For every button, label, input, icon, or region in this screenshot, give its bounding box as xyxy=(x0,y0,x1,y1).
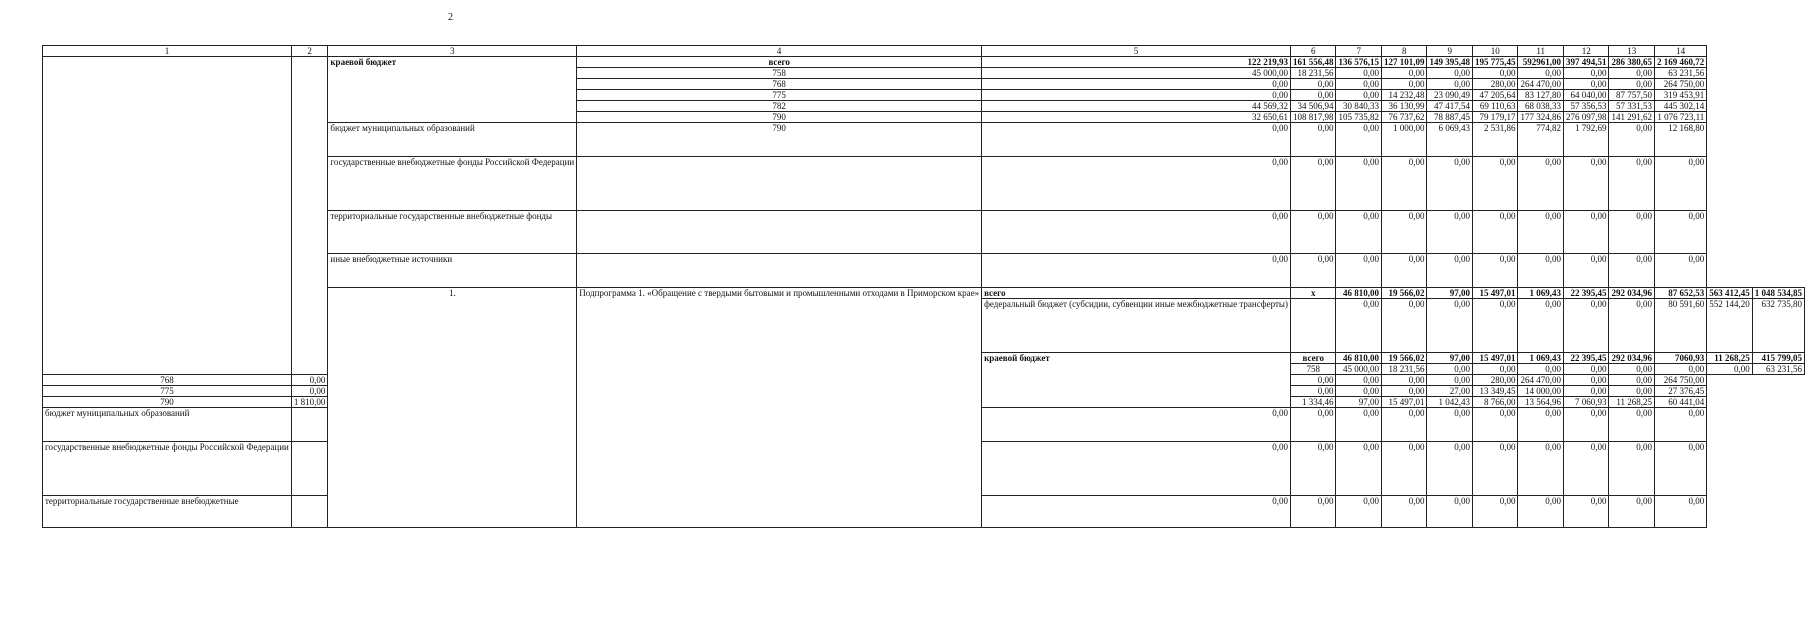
value-cell: 15 497,01 xyxy=(1472,288,1518,299)
value-cell: 34 506,94 xyxy=(1290,101,1336,112)
value-cell: 63 231,56 xyxy=(1752,364,1804,375)
value-cell: 0,00 xyxy=(1518,364,1564,375)
column-header: 1 xyxy=(43,46,292,57)
value-cell: 127 101,09 xyxy=(1381,57,1427,68)
value-cell: 7 060,93 xyxy=(1563,397,1609,408)
value-cell: 0,00 xyxy=(982,123,1291,157)
value-cell: 13 564,96 xyxy=(1518,397,1564,408)
value-cell: 0,00 xyxy=(1336,157,1382,211)
value-cell: 0,00 xyxy=(1336,408,1382,442)
value-cell: 1 069,43 xyxy=(1518,288,1564,299)
value-cell: 27 376,45 xyxy=(1654,386,1706,397)
value-cell: 0,00 xyxy=(1472,299,1518,353)
value-cell: 11 268,25 xyxy=(1707,353,1753,364)
code-cell: 775 xyxy=(577,90,982,101)
value-cell: 0,00 xyxy=(1336,254,1382,288)
value-cell: 264 750,00 xyxy=(1654,375,1706,386)
code-cell xyxy=(291,408,328,442)
value-cell: 2 169 460,72 xyxy=(1654,57,1706,68)
value-cell: 0,00 xyxy=(1707,364,1753,375)
code-cell: всего xyxy=(577,57,982,68)
code-cell: 758 xyxy=(577,68,982,79)
source-label: иные внебюджетные источники xyxy=(328,254,577,288)
value-cell: 0,00 xyxy=(1381,254,1427,288)
value-cell: 14 232,48 xyxy=(1381,90,1427,101)
value-cell: 44 569,32 xyxy=(982,101,1291,112)
column-header: 10 xyxy=(1472,46,1518,57)
column-header: 2 xyxy=(291,46,328,57)
source-label: бюджет муниципальных образований xyxy=(43,408,292,442)
value-cell: 1 069,43 xyxy=(1518,353,1564,364)
column-header: 5 xyxy=(982,46,1291,57)
header-row xyxy=(43,46,1805,57)
value-cell: 0,00 xyxy=(1518,299,1564,353)
value-cell: 0,00 xyxy=(1290,496,1336,528)
value-cell: 22 395,45 xyxy=(1563,353,1609,364)
value-cell: 415 799,05 xyxy=(1752,353,1804,364)
value-cell: 1 334,46 xyxy=(1290,397,1336,408)
code-cell: 768 xyxy=(577,79,982,90)
value-cell: 1 000,00 xyxy=(1381,123,1427,157)
value-cell: 80 591,60 xyxy=(1654,299,1706,353)
value-cell: 0,00 xyxy=(1381,496,1427,528)
value-cell: 0,00 xyxy=(1518,496,1564,528)
value-cell: 276 097,98 xyxy=(1563,112,1609,123)
value-cell: 15 497,01 xyxy=(1472,353,1518,364)
value-cell: 0,00 xyxy=(1427,68,1473,79)
column-header: 7 xyxy=(1336,46,1382,57)
value-cell: 97,00 xyxy=(1336,397,1382,408)
value-cell: 0,00 xyxy=(1472,442,1518,496)
subprogram-name: Подпрограмма 1. «Обращение с твердыми бытовыми и промышленными отходами в Приморском крае» xyxy=(577,288,982,528)
value-cell: 1 810,00 xyxy=(291,397,328,408)
value-cell: 0,00 xyxy=(1609,299,1655,353)
value-cell: 7060,93 xyxy=(1654,353,1706,364)
code-cell: 758 xyxy=(1290,364,1336,375)
source-label: федеральный бюджет (субсидии, субвенции иные межбюджетные трансферты) xyxy=(982,299,1291,353)
value-cell: 23 090,49 xyxy=(1427,90,1473,101)
value-cell: 445 302,14 xyxy=(1654,101,1706,112)
value-cell: 0,00 xyxy=(1563,157,1609,211)
value-cell: 0,00 xyxy=(1563,79,1609,90)
value-cell: 552 144,20 xyxy=(1707,299,1753,353)
value-cell: 0,00 xyxy=(1381,157,1427,211)
value-cell: 0,00 xyxy=(1290,386,1336,397)
code-cell: 768 xyxy=(43,375,292,386)
value-cell: 292 034,96 xyxy=(1609,288,1655,299)
value-cell: 0,00 xyxy=(1563,254,1609,288)
value-cell: 11 268,25 xyxy=(1609,397,1655,408)
value-cell: 0,00 xyxy=(1381,442,1427,496)
value-cell: 0,00 xyxy=(1472,364,1518,375)
value-cell: 0,00 xyxy=(1609,408,1655,442)
code-cell: 782 xyxy=(577,101,982,112)
value-cell: 57 331,53 xyxy=(1609,101,1655,112)
code-cell xyxy=(577,211,982,254)
column-header: 14 xyxy=(1654,46,1706,57)
value-cell: 27,00 xyxy=(1427,386,1473,397)
value-cell: 14 000,00 xyxy=(1518,386,1564,397)
code-cell xyxy=(291,442,328,496)
value-cell: 264 470,00 xyxy=(1518,79,1564,90)
value-cell: 0,00 xyxy=(1381,408,1427,442)
value-cell: 0,00 xyxy=(1654,211,1706,254)
value-cell: 2 531,86 xyxy=(1472,123,1518,157)
value-cell: 19 566,02 xyxy=(1381,353,1427,364)
value-cell: 0,00 xyxy=(1336,68,1382,79)
value-cell: 45 000,00 xyxy=(982,68,1291,79)
value-cell: 0,00 xyxy=(1609,211,1655,254)
value-cell: 0,00 xyxy=(1427,254,1473,288)
value-cell: 57 356,53 xyxy=(1563,101,1609,112)
code-cell: 790 xyxy=(577,123,982,157)
value-cell: 0,00 xyxy=(1654,157,1706,211)
value-cell: 292 034,96 xyxy=(1609,353,1655,364)
value-cell: 0,00 xyxy=(982,496,1291,528)
value-cell: 0,00 xyxy=(982,90,1291,101)
column-header: 9 xyxy=(1427,46,1473,57)
value-cell: 13 349,45 xyxy=(1472,386,1518,397)
value-cell: 1 042,43 xyxy=(1427,397,1473,408)
value-cell: 0,00 xyxy=(1427,496,1473,528)
value-cell: 69 110,63 xyxy=(1472,101,1518,112)
value-cell: 0,00 xyxy=(1518,68,1564,79)
value-cell: 0,00 xyxy=(1427,408,1473,442)
value-cell: 0,00 xyxy=(1290,123,1336,157)
column-header: 8 xyxy=(1381,46,1427,57)
value-cell: 0,00 xyxy=(1381,211,1427,254)
value-cell: 64 040,00 xyxy=(1563,90,1609,101)
value-cell: 0,00 xyxy=(1518,254,1564,288)
value-cell: 60 441,04 xyxy=(1654,397,1706,408)
code-cell xyxy=(291,496,328,528)
value-cell: 0,00 xyxy=(1290,211,1336,254)
value-cell: 22 395,45 xyxy=(1563,288,1609,299)
value-cell: 632 735,80 xyxy=(1752,299,1804,353)
value-cell: 1 792,69 xyxy=(1563,123,1609,157)
source-label: краевой бюджет xyxy=(982,353,1291,408)
value-cell: 0,00 xyxy=(1427,442,1473,496)
value-cell: 46 810,00 xyxy=(1336,288,1382,299)
value-cell: 161 556,48 xyxy=(1290,57,1336,68)
value-cell: 149 395,48 xyxy=(1427,57,1473,68)
value-cell: 397 494,51 xyxy=(1563,57,1609,68)
value-cell: 19 566,02 xyxy=(1381,288,1427,299)
page-number: 2 xyxy=(448,12,453,23)
row-number: 1. xyxy=(328,288,577,528)
column-header: 6 xyxy=(1290,46,1336,57)
source-label: краевой бюджет xyxy=(328,57,577,123)
value-cell: 1 048 534,85 xyxy=(1752,288,1804,299)
value-cell: 0,00 xyxy=(1563,68,1609,79)
value-cell: 0,00 xyxy=(1609,364,1655,375)
code-cell: 790 xyxy=(43,397,292,408)
code-cell: x xyxy=(1290,288,1336,299)
value-cell: 97,00 xyxy=(1427,288,1473,299)
code-cell xyxy=(577,254,982,288)
value-cell: 12 168,80 xyxy=(1654,123,1706,157)
value-cell: 0,00 xyxy=(1427,375,1473,386)
value-cell: 0,00 xyxy=(1563,375,1609,386)
value-cell: 46 810,00 xyxy=(1336,353,1382,364)
value-cell: 0,00 xyxy=(1518,157,1564,211)
value-cell: 0,00 xyxy=(1472,408,1518,442)
value-cell: 76 737,62 xyxy=(1381,112,1427,123)
value-cell: 0,00 xyxy=(1609,496,1655,528)
value-cell: 0,00 xyxy=(1381,299,1427,353)
value-cell: 0,00 xyxy=(1381,68,1427,79)
value-cell: 79 179,17 xyxy=(1472,112,1518,123)
value-cell: 0,00 xyxy=(1336,375,1382,386)
source-label: территориальные государственные внебюджетные фонды xyxy=(328,211,577,254)
value-cell: 8 766,00 xyxy=(1472,397,1518,408)
value-cell: 0,00 xyxy=(1472,157,1518,211)
value-cell: 0,00 xyxy=(1336,123,1382,157)
value-cell: 0,00 xyxy=(1563,211,1609,254)
value-cell: 0,00 xyxy=(1472,254,1518,288)
source-label: государственные внебюджетные фонды Российской Федерации xyxy=(43,442,292,496)
value-cell: 280,00 xyxy=(1472,79,1518,90)
value-cell: 0,00 xyxy=(1563,364,1609,375)
value-cell: 0,00 xyxy=(1609,68,1655,79)
value-cell: 68 038,33 xyxy=(1518,101,1564,112)
value-cell: 63 231,56 xyxy=(1654,68,1706,79)
value-cell: 0,00 xyxy=(1336,211,1382,254)
column-header: 12 xyxy=(1563,46,1609,57)
value-cell: 195 775,45 xyxy=(1472,57,1518,68)
value-cell: 319 453,91 xyxy=(1654,90,1706,101)
value-cell: 0,00 xyxy=(1336,299,1382,353)
value-cell: 0,00 xyxy=(982,254,1291,288)
value-cell: 0,00 xyxy=(1427,157,1473,211)
code-cell: 790 xyxy=(577,112,982,123)
value-cell: 177 324,86 xyxy=(1518,112,1564,123)
value-cell: 141 291,62 xyxy=(1609,112,1655,123)
value-cell: 0,00 xyxy=(291,375,328,386)
code-cell: всего xyxy=(1290,353,1336,364)
value-cell: 18 231,56 xyxy=(1381,364,1427,375)
value-cell: 97,00 xyxy=(1427,353,1473,364)
code-cell xyxy=(577,157,982,211)
value-cell: 0,00 xyxy=(1290,254,1336,288)
value-cell: 0,00 xyxy=(1381,375,1427,386)
value-cell: 0,00 xyxy=(1427,299,1473,353)
value-cell: 0,00 xyxy=(1654,496,1706,528)
value-cell: 0,00 xyxy=(1654,364,1706,375)
value-cell: 0,00 xyxy=(1336,386,1382,397)
value-cell: 0,00 xyxy=(982,157,1291,211)
value-cell: 0,00 xyxy=(982,211,1291,254)
value-cell: 47 417,54 xyxy=(1427,101,1473,112)
value-cell: 0,00 xyxy=(1472,496,1518,528)
value-cell: 1 076 723,11 xyxy=(1654,112,1706,123)
value-cell: 0,00 xyxy=(1563,496,1609,528)
value-cell: 122 219,93 xyxy=(982,57,1291,68)
value-cell: 15 497,01 xyxy=(1381,397,1427,408)
value-cell: 0,00 xyxy=(1654,442,1706,496)
value-cell: 105 735,82 xyxy=(1336,112,1382,123)
value-cell: 78 887,45 xyxy=(1427,112,1473,123)
value-cell: 0,00 xyxy=(1563,442,1609,496)
value-cell: 47 205,64 xyxy=(1472,90,1518,101)
source-label: всего xyxy=(982,288,1291,299)
value-cell: 36 130,99 xyxy=(1381,101,1427,112)
value-cell: 0,00 xyxy=(1290,442,1336,496)
column-header: 4 xyxy=(577,46,982,57)
value-cell: 0,00 xyxy=(1654,408,1706,442)
value-cell: 0,00 xyxy=(1472,68,1518,79)
value-cell: 0,00 xyxy=(1427,79,1473,90)
value-cell: 264 750,00 xyxy=(1654,79,1706,90)
regional-total-row xyxy=(43,57,1805,68)
value-cell: 0,00 xyxy=(1609,123,1655,157)
value-cell: 0,00 xyxy=(982,79,1291,90)
value-cell: 280,00 xyxy=(1472,375,1518,386)
value-cell: 87 652,53 xyxy=(1654,288,1706,299)
column-header: 13 xyxy=(1609,46,1655,57)
value-cell: 0,00 xyxy=(982,408,1291,442)
value-cell: 45 000,00 xyxy=(1336,364,1382,375)
value-cell: 0,00 xyxy=(1381,79,1427,90)
empty-cell xyxy=(291,57,328,375)
value-cell: 0,00 xyxy=(1654,254,1706,288)
value-cell: 0,00 xyxy=(1609,386,1655,397)
value-cell: 83 127,80 xyxy=(1518,90,1564,101)
value-cell: 0,00 xyxy=(1290,79,1336,90)
value-cell: 0,00 xyxy=(1518,211,1564,254)
value-cell: 0,00 xyxy=(1290,375,1336,386)
value-cell: 0,00 xyxy=(1290,408,1336,442)
value-cell: 563 412,45 xyxy=(1707,288,1753,299)
source-label: бюджет муниципальных образований xyxy=(328,123,577,157)
value-cell: 0,00 xyxy=(982,442,1291,496)
value-cell: 0,00 xyxy=(1290,157,1336,211)
value-cell: 136 576,15 xyxy=(1336,57,1382,68)
value-cell: 6 069,43 xyxy=(1427,123,1473,157)
value-cell: 0,00 xyxy=(1609,79,1655,90)
value-cell: 0,00 xyxy=(1609,254,1655,288)
value-cell: 32 650,61 xyxy=(982,112,1291,123)
value-cell: 30 840,33 xyxy=(1336,101,1382,112)
value-cell: 0,00 xyxy=(1563,386,1609,397)
value-cell: 0,00 xyxy=(1427,364,1473,375)
empty-cell xyxy=(43,57,292,375)
value-cell: 0,00 xyxy=(1427,211,1473,254)
value-cell: 87 757,50 xyxy=(1609,90,1655,101)
source-label: территориальные государственные внебюджетные xyxy=(43,496,292,528)
column-header: 11 xyxy=(1518,46,1564,57)
column-header: 3 xyxy=(328,46,577,57)
code-cell: 775 xyxy=(43,386,292,397)
value-cell: 592961,00 xyxy=(1518,57,1564,68)
value-cell: 0,00 xyxy=(1518,408,1564,442)
value-cell: 0,00 xyxy=(1290,90,1336,101)
value-cell: 0,00 xyxy=(291,386,328,397)
value-cell: 0,00 xyxy=(1336,496,1382,528)
value-cell: 0,00 xyxy=(1563,299,1609,353)
budget-table xyxy=(42,45,1805,528)
value-cell: 286 380,65 xyxy=(1609,57,1655,68)
value-cell: 0,00 xyxy=(1336,442,1382,496)
value-cell: 0,00 xyxy=(1381,386,1427,397)
code-cell xyxy=(1290,299,1336,353)
value-cell: 774,82 xyxy=(1518,123,1564,157)
value-cell: 18 231,56 xyxy=(1290,68,1336,79)
value-cell: 0,00 xyxy=(1336,79,1382,90)
value-cell: 264 470,00 xyxy=(1518,375,1564,386)
value-cell: 0,00 xyxy=(1336,90,1382,101)
value-cell: 0,00 xyxy=(1518,442,1564,496)
source-label: государственные внебюджетные фонды Российской Федерации xyxy=(328,157,577,211)
value-cell: 0,00 xyxy=(1609,157,1655,211)
value-cell: 0,00 xyxy=(1609,375,1655,386)
value-cell: 0,00 xyxy=(1563,408,1609,442)
value-cell: 0,00 xyxy=(1472,211,1518,254)
value-cell: 0,00 xyxy=(1609,442,1655,496)
value-cell: 108 817,98 xyxy=(1290,112,1336,123)
